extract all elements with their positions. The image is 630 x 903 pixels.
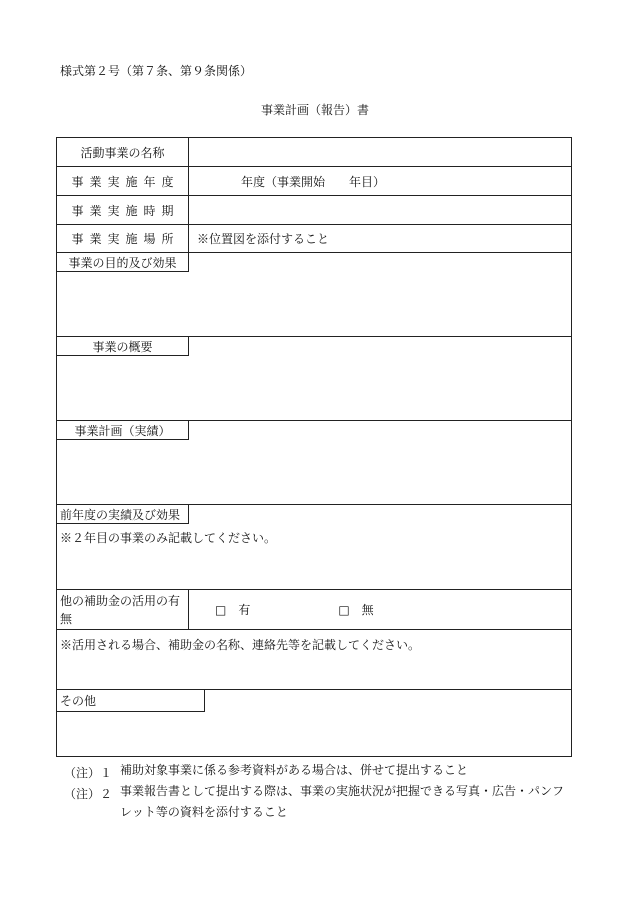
activity-name-label: 活動事業の名称 — [57, 138, 189, 166]
note-1-prefix: （注）１ — [64, 766, 113, 780]
prev-year-note: ※２年目の事業のみ記載してください。 — [60, 531, 277, 545]
other-label: その他 — [57, 690, 205, 712]
row-subsidy-note[interactable] — [57, 630, 571, 690]
fiscal-year-field[interactable]: 年度（事業開始 年目） — [241, 174, 386, 189]
fiscal-year-label: 事業実施年度 — [57, 167, 189, 195]
row-other-subsidy — [57, 590, 571, 630]
other-subsidy-label: 他の補助金の活用の有無 — [57, 590, 189, 629]
row-overview[interactable] — [57, 337, 571, 421]
row-activity-name — [57, 138, 571, 167]
period-field[interactable] — [189, 196, 571, 224]
row-location — [57, 225, 571, 253]
prev-year-label: 前年度の実績及び効果 — [57, 505, 189, 524]
period-label: 事業実施時期 — [57, 196, 189, 224]
location-field[interactable]: ※位置図を添付すること — [197, 232, 330, 246]
row-other[interactable] — [57, 690, 571, 756]
note-2-prefix: （注）２ — [64, 787, 113, 801]
plan-label: 事業計画（実績） — [57, 421, 189, 440]
subsidy-options — [189, 590, 571, 629]
document-title: 事業計画（報告）書 — [260, 103, 369, 117]
checkbox-yes[interactable]: □ 有 — [215, 603, 251, 617]
checkbox-no[interactable]: □ 無 — [338, 603, 374, 617]
purpose-label: 事業の目的及び効果 — [57, 253, 189, 272]
subsidy-note: ※活用される場合、補助金の名称、連絡先等を記載してください。 — [60, 638, 421, 652]
row-purpose[interactable] — [57, 253, 571, 337]
activity-name-field[interactable] — [189, 138, 571, 166]
row-plan[interactable] — [57, 421, 571, 505]
note-2-text: 事業報告書として提出する際は、事業の実施状況が把握できる写真・広告・パンフレット等の資料を添付すること — [120, 784, 565, 819]
overview-label: 事業の概要 — [57, 337, 189, 356]
row-prev-year[interactable] — [57, 505, 571, 590]
plan-report-form — [56, 137, 572, 757]
note-1-text: 補助対象事業に係る参考資料がある場合は、併せて提出すること — [120, 763, 469, 777]
row-period — [57, 196, 571, 225]
form-code: 様式第２号（第７条、第９条関係） — [60, 64, 253, 78]
row-fiscal-year — [57, 167, 571, 196]
location-label: 事業実施場所 — [57, 225, 189, 252]
